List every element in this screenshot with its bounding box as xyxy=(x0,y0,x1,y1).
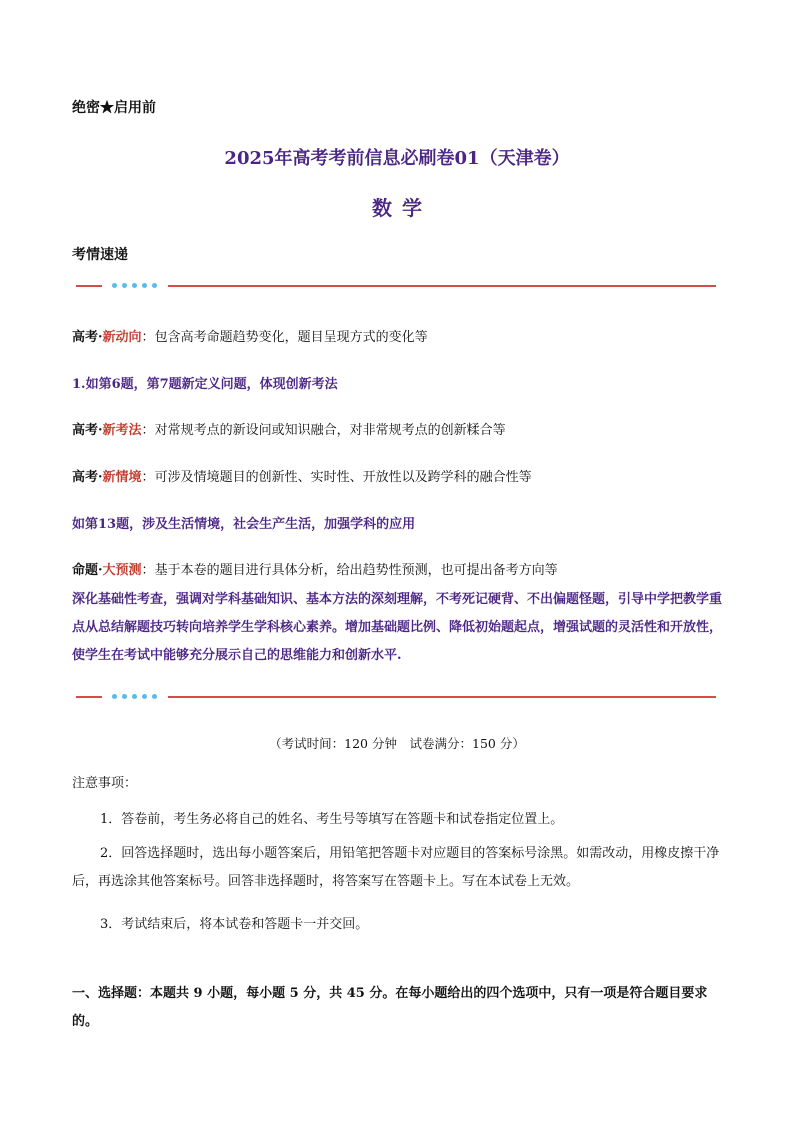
overview-item-new-context: 高考·新情境：可涉及情境题目的创新性、实时性、开放性以及跨学科的融合性等 xyxy=(72,470,532,485)
overview-item-new-trend: 高考·新动向：包含高考命题趋势变化，题目呈现方式的变化等 xyxy=(72,330,428,345)
exam-title: 2025年高考考前信息必刷卷01（天津卷） xyxy=(224,148,570,169)
notes-heading: 注意事项： xyxy=(72,776,138,791)
section-divider xyxy=(72,280,716,292)
note-item-1: 1．答卷前，考生务必将自己的姓名、考生号等填写在答题卡和试卷指定位置上。 xyxy=(100,812,564,827)
prediction-paragraph: 深化基础性考查，强调对学科基础知识、基本方法的深刻理解，不考死记硬背、不出偏题怪题，引导中学把教学重点从总结解题技巧转向培养学生学科核心素养。增加基础题比例、降低初始题起点，增强试题的灵活性和开放性，使学生在考试中能够充分展示自己的思维能力和创新水平. xyxy=(72,592,723,663)
overview-heading: 考情速递 xyxy=(72,247,128,263)
overview-item-new-method: 高考·新考法：对常规考点的新设问或知识融合，对非常规考点的创新糅合等 xyxy=(72,423,506,438)
overview-highlight-2: 如第13题，涉及生活情境，社会生产生活，加强学科的应用 xyxy=(72,517,416,532)
exam-info: （考试时间：120 分钟 试卷满分：150 分） xyxy=(269,736,525,751)
section-divider xyxy=(72,691,716,703)
secret-mark: 绝密★启用前 xyxy=(72,100,156,116)
note-item-3: 3．考试结束后，将本试卷和答题卡一并交回。 xyxy=(100,917,369,932)
subject-title: 数学 xyxy=(372,196,432,220)
overview-highlight-1: 1.如第6题，第7题新定义问题，体现创新考法 xyxy=(72,377,338,392)
overview-item-prediction: 命题·大预测：基于本卷的题目进行具体分析，给出趋势性预测，也可提出备考方向等 xyxy=(72,563,558,578)
note-item-2: 2．回答选择题时，选出每小题答案后，用铅笔把答题卡对应题目的答案标号涂黑。如需改动，用橡皮擦干净后，再选涂其他答案标号。回答非选择题时，将答案写在答题卡上。写在本试卷上无效。 xyxy=(72,846,720,889)
section-one-heading: 一、选择题：本题共 9 小题，每小题 5 分，共 45 分。在每小题给出的四个选项中，只有一项是符合题目要求的。 xyxy=(72,986,708,1029)
